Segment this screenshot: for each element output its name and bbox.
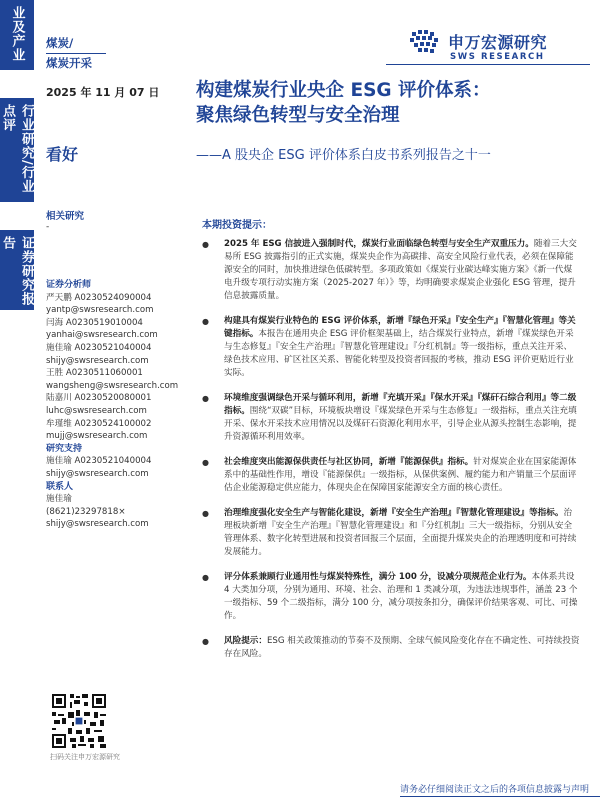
highlight-lead: 评分体系兼顾行业通用性与煤炭特殊性，满分 100 分，设减分项规范企业行为。	[224, 572, 532, 582]
bullet-icon: ●	[202, 509, 209, 518]
disclaimer-notice: 请务必仔细阅读正文之后的各项信息披露与声明	[400, 785, 590, 795]
band-segment-report-type	[0, 98, 34, 202]
assistant-line: 施佳瑜 A0230521040004	[46, 456, 152, 467]
analyst-line: 施佳瑜 A0230521040004	[46, 342, 152, 353]
highlight-body: 本报告在通用央企 ESG 评价框架基础上，结合煤炭行业特点，新增『煤炭绿色开采与生态修复』『安全生产治理』『智慧化管理建设』『分红机制』等一级指标，重点关注开采、绿色技术应用、矿区社区关系、智能化转型及投资者回报的考核，推动 ESG 评价更贴近行业实际。	[224, 329, 574, 378]
related-research-heading: 相关研究	[46, 211, 85, 222]
assistant-heading: 研究支持	[46, 443, 83, 454]
highlight-item	[202, 238, 580, 303]
analyst-email[interactable]: wangsheng@swsresearch.com	[46, 380, 179, 391]
analyst-email[interactable]: mujj@swsresearch.com	[46, 431, 148, 442]
logo-text-cn: 申万宏源研究	[448, 33, 548, 52]
highlight-lead: 2025 年 ESG 信披进入强制时代，煤炭行业面临绿色转型与安全生产双重压力。	[224, 239, 534, 249]
band-label-industry: 业及产业	[9, 6, 25, 62]
left-band	[0, 0, 34, 800]
contact-name: 施佳瑜	[46, 494, 72, 505]
bullet-icon: ●	[202, 637, 209, 646]
highlight-item	[202, 507, 580, 559]
bullet-icon: ●	[202, 394, 209, 403]
bullet-icon: ●	[202, 317, 209, 326]
highlight-body: 本体系共设 4 大类加分项，分别为通用、环境、社会、治理和 1 类减分项，为违法违规事件，涵盖 23 个一级指标、59 个二级指标，满分 100 分，减分项按条扣分，确保评价结果客观、可比、可操作。	[224, 572, 578, 621]
investment-highlights-heading: 本期投资提示：	[202, 220, 272, 231]
analyst-line: 王胜 A0230511060001	[46, 368, 143, 379]
analyst-line: 闫海 A0230519010004	[46, 317, 143, 328]
analysts-heading: 证券分析师	[46, 280, 92, 290]
industry-category	[46, 36, 106, 71]
report-title	[196, 78, 586, 128]
brand-logo	[410, 24, 580, 74]
qr-code-icon[interactable]	[50, 692, 108, 750]
report-date: 2025 年 11 月 07 日	[46, 86, 160, 99]
band-label-report-type: 行业研究/行业点评	[0, 104, 34, 194]
band-label-securities: 证券研究报告	[0, 236, 34, 306]
bullet-icon: ●	[202, 573, 209, 582]
analyst-email[interactable]: shijy@swsresearch.com	[46, 355, 149, 366]
title-line2: 聚焦绿色转型与安全治理	[196, 105, 400, 126]
highlight-body: 围绕“双碳”目标，环境板块增设『煤炭绿色开采与生态修复』一级指标，重点关注充填开采、保水开采技术应用情况以及煤矸石资源化利用水平，引导企业从源头控制生态影响，提升资源循环利用效率。	[224, 406, 577, 442]
analyst-email[interactable]: yanhai@swsresearch.com	[46, 330, 158, 341]
investment-highlights	[202, 238, 580, 661]
risk-lead: 风险提示：	[224, 636, 267, 646]
analyst-line: 陆嘉川 A0230520080001	[46, 393, 152, 404]
highlight-item	[202, 571, 580, 623]
highlight-lead: 社会维度突出能源保供责任与社区协同，新增『能源保供』指标。	[224, 457, 474, 467]
analyst-line: 牟瑾维 A0230524100002	[46, 418, 152, 429]
footer-rule	[400, 796, 600, 797]
highlight-lead: 环境维度强调绿色开采与循环利用，新增『充填开采』『保水开采』『煤矸石综合利用』等二级指标。	[224, 393, 577, 416]
band-segment-securities	[0, 230, 34, 310]
contacts-panel	[46, 279, 179, 531]
analyst-email[interactable]: luhc@swsresearch.com	[46, 405, 147, 416]
highlight-body: 随着三大交易所 ESG 披露指引的正式实施，煤炭央企作为高碳排、高安全风险行业代表，必须在保障能源安全的同时，加快推进绿色低碳转型。多项政策如《煤炭行业碳达峰实施方案》《新一代煤电升级专项行动实施方案（2025-2027 年）》等，均明确要求煤炭企业强化 ESG 管理，提升信息披露质量。	[224, 239, 577, 301]
highlight-lead: 构建具有煤炭行业特色的 ESG 评价体系，新增『绿色开采』『安全生产』『智慧化管理』等关键指标。	[224, 316, 576, 339]
contact-heading: 联系人	[46, 481, 74, 492]
highlight-item	[202, 456, 580, 495]
highlight-item	[202, 315, 580, 380]
analyst-line: 严天鹏 A0230524090004	[46, 292, 152, 303]
logo-mark-icon	[410, 28, 444, 58]
qr-caption: 扫码关注申万宏源研究	[50, 753, 120, 761]
related-research-value: -	[46, 222, 50, 232]
highlight-item	[202, 392, 580, 444]
title-line1: 构建煤炭行业央企 ESG 评价体系：	[196, 80, 491, 101]
category-line1: 煤炭/	[46, 36, 74, 50]
contact-email[interactable]: shijy@swsresearch.com	[46, 519, 149, 530]
bullet-icon: ●	[202, 458, 209, 467]
band-segment-industry	[0, 0, 34, 70]
assistant-email[interactable]: shijy@swsresearch.com	[46, 468, 149, 479]
risk-body: ESG 相关政策推动的节奏不及预期、全球气候风险变化存在不确定性、可持续投资存在风险。	[224, 636, 580, 659]
category-line2: 煤炭开采	[46, 56, 92, 70]
highlight-lead: 治理维度强化安全生产与智能化建设，新增『安全生产治理』『智慧化管理建设』等指标。	[224, 508, 564, 518]
bullet-icon: ●	[202, 240, 209, 249]
contact-phone: (8621)23297818×	[46, 506, 126, 517]
logo-text-en: SWS RESEARCH	[450, 52, 545, 62]
highlight-body: 针对煤炭企业在国家能源体系中的基础性作用，增设『能源保供』一级指标，从保供案例、履约能力和产销量三个层面评估企业能源稳定供应能力，体现央企在保障国家能源安全方面的核心责任。	[224, 457, 577, 493]
category-divider	[46, 53, 106, 54]
highlight-body: 治理板块新增『安全生产治理』『智慧化管理建设』和『分红机制』三大一级指标，分别从安全管理体系、数字化转型进展和投资者回报三个层面，全面提升煤炭央企的治理透明度和可持续发展能力。	[224, 508, 577, 557]
header-rule	[386, 64, 590, 65]
report-subtitle: ——A 股央企 ESG 评价体系白皮书系列报告之十一	[196, 148, 491, 163]
risk-warning	[202, 635, 580, 661]
rating: 看好	[46, 145, 79, 164]
analyst-email[interactable]: yantp@swsresearch.com	[46, 305, 154, 316]
